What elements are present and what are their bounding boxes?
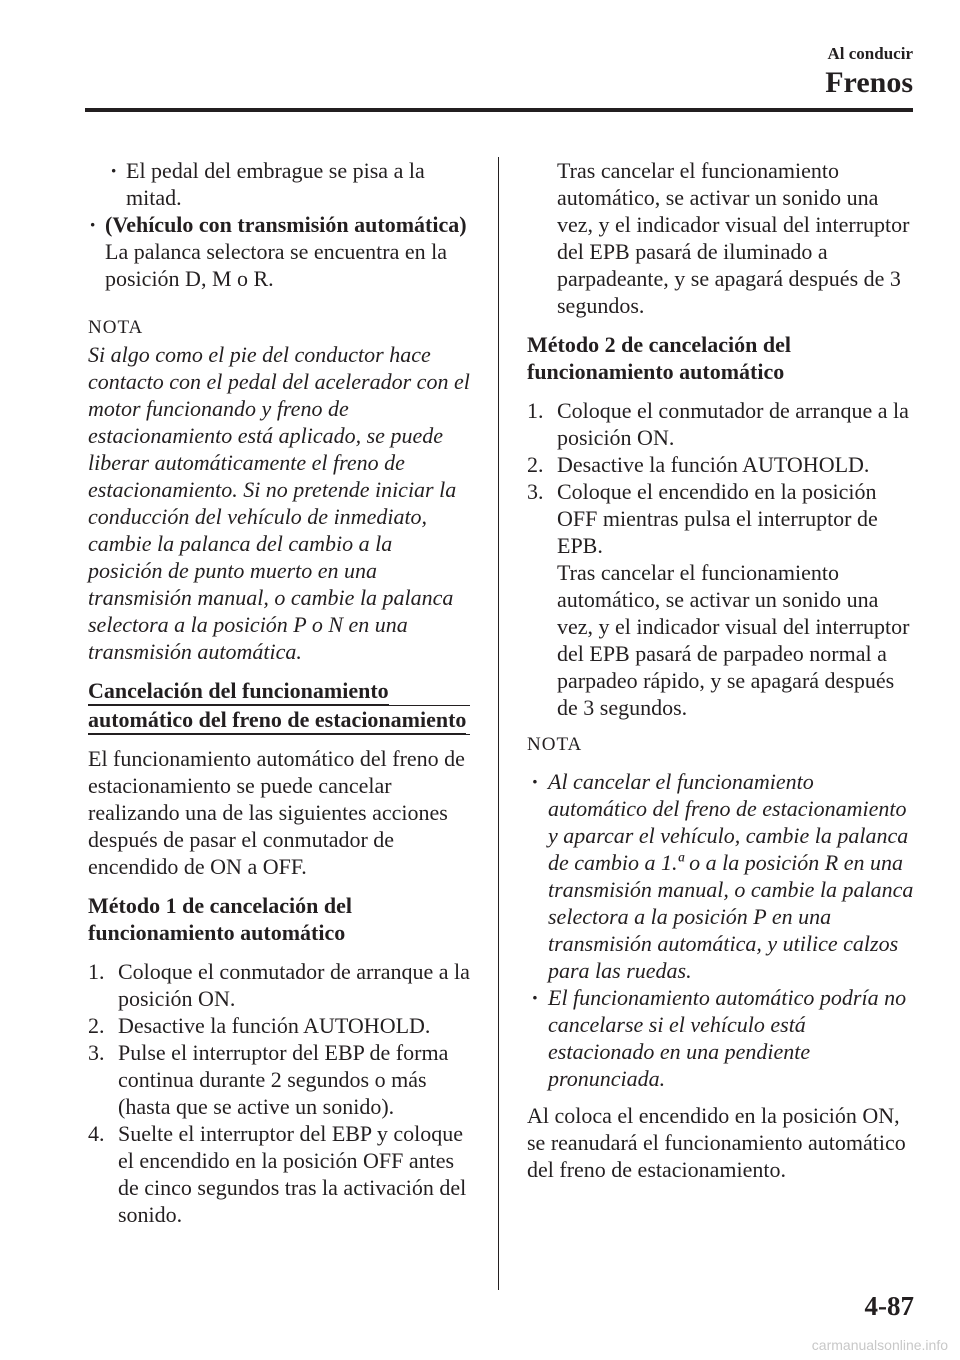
note-label: NOTA: [88, 317, 144, 338]
note-label: NOTA: [527, 734, 583, 755]
step-number: 1.: [88, 959, 105, 984]
left-column: [88, 157, 470, 1228]
step-number: 2.: [527, 452, 544, 477]
step-text: Coloque el conmutador de arranque a la posición ON.: [118, 959, 470, 1011]
step-number: 3.: [88, 1040, 105, 1065]
section-title: Al conducir: [827, 44, 913, 63]
step-text: Desactive la función AUTOHOLD.: [118, 1013, 431, 1038]
step3-followup: Tras cancelar el funcionamiento automático, se activar un sonido una vez, y el indicador visual del interruptor del EPB pasará de parpadeo normal a parpadeo rápido, y se apagará después de 3 segundos.: [557, 560, 910, 720]
note-bullet: · El funcionamiento automático podría no cancelarse si el vehículo está estacionado en una pendiente pronunciada.: [531, 984, 915, 1092]
method1-title: Método 1 de cancelación del funcionamiento automático: [88, 893, 352, 945]
step-text: Suelte el interruptor del EBP y coloque el encendido en la posición OFF antes de cinco segundos tras la activación del sonido.: [118, 1121, 467, 1227]
list-item: [88, 1120, 470, 1228]
list-item: [527, 397, 915, 451]
watermark: carmanualsonline.info: [811, 1337, 948, 1353]
closing-paragraph: Al coloca el encendido en la posición ON, se reanudará el funcionamiento automático del freno de estacionamiento.: [527, 1103, 906, 1182]
section-heading: [88, 677, 470, 735]
bullet-clutch: · El pedal del embrague se pisa a la mitad.: [109, 157, 470, 211]
method1-steps: [88, 958, 470, 1228]
header-rule: [85, 108, 913, 112]
step-text: Desactive la función AUTOHOLD.: [557, 452, 870, 477]
right-column: [527, 157, 915, 1183]
step-number: 2.: [88, 1013, 105, 1038]
list-item: [527, 451, 915, 478]
note-text: Si algo como el pie del conductor hace contacto con el pedal del acelerador con el motor funcionando y freno de estacionamiento está aplicado, se puede liberar automáticamente el freno de estacionamiento. Si no pretende iniciar la conducción del vehículo de inmediato, cambie la palanca del cambio a la posición de punto muerto en una transmisión manual, o cambie la palanca selectora a la posición P o N en una transmisión automática.: [88, 342, 470, 664]
column-divider: [498, 157, 499, 1290]
step-number: 1.: [527, 398, 544, 423]
chapter-title: Frenos: [825, 66, 913, 99]
note-bullet: · Al cancelar el funcionamiento automático del freno de estacionamiento y aparcar el vehículo, cambie la palanca de cambio a 1.ª o a la posición R en una transmisión manual, o cambie la palanca selectora a la posición P en una transmisión automática, y utilice calzos para las ruedas.: [531, 768, 915, 984]
list-item: [527, 478, 915, 559]
list-item: [88, 958, 470, 1012]
running-header: [825, 44, 913, 100]
list-item: [88, 1039, 470, 1120]
step-number: 3.: [527, 479, 544, 504]
bullet-automatic-title: (Vehículo con transmisión automática): [105, 212, 467, 237]
list-item: [88, 1012, 470, 1039]
bullet-automatic: [88, 211, 470, 292]
step-number: 4.: [88, 1121, 105, 1146]
method2-title: Método 2 de cancelación del funcionamiento automático: [527, 332, 791, 384]
page-number: 4-87: [864, 1291, 914, 1321]
section-heading-line1: Cancelación del funcionamiento: [88, 678, 389, 703]
step-text: Coloque el conmutador de arranque a la posición ON.: [557, 398, 909, 450]
step-text: Coloque el encendido en la posición OFF mientras pulsa el interruptor de EPB.: [557, 479, 878, 558]
continued-step-text: Tras cancelar el funcionamiento automático, se activar un sonido una vez, y el indicador visual del interruptor del EPB pasará de iluminado a parpadeante, y se apagará después de 3 segundos.: [557, 158, 910, 318]
method2-steps: [527, 397, 915, 559]
intro-paragraph: El funcionamiento automático del freno de estacionamiento se puede cancelar realizando una de las siguientes acciones después de pasar el conmutador de encendido de ON a OFF.: [88, 746, 465, 879]
bullet-automatic-text: La palanca selectora se encuentra en la posición D, M o R.: [105, 239, 448, 291]
step-text: Pulse el interruptor del EBP de forma continua durante 2 segundos o más (hasta que se active un sonido).: [118, 1040, 449, 1119]
section-heading-line2: automático del freno de estacionamiento: [88, 707, 467, 732]
